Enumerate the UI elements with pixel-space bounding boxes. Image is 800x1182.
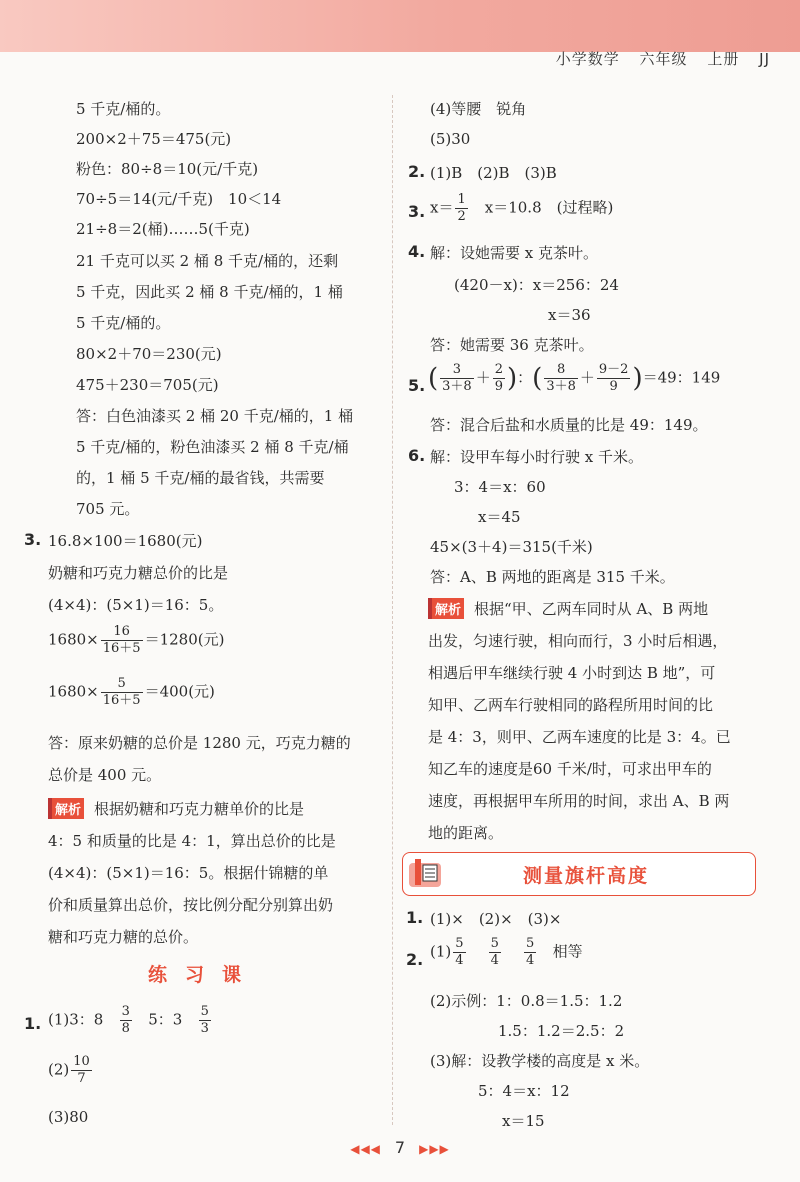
fraction-line: 1680× $\frac{5}{16+5}$ ＝400(元) [48,676,215,708]
question-number: 2. [408,162,426,181]
page-number: 7 [394,1138,406,1157]
right-line: 答：混合后盐和水质量的比是 49：149。 [430,416,708,434]
fraction-line: (1)3：8 $\frac{3}{8}$ 5：3 $\frac{5}{3}$ [48,1004,209,1036]
right-line: 知乙车的速度是60 千米/时，可求出甲车的 [428,760,712,778]
right-line: x＝45 [478,508,521,526]
left-line: 5 千克/桶的。 [76,100,171,118]
page-footer [0,1138,800,1157]
right-line: 地的距离。 [428,824,504,842]
left-line: 475＋230＝705(元) [76,376,219,394]
left-line: 5 千克/桶的。 [76,314,171,332]
header-grade: 六年级 [639,50,688,68]
question-number: 1. [406,908,424,927]
question-number: 1. [24,1014,42,1033]
left-line: 70÷5＝14(元/千克) 10＜14 [76,190,282,208]
left-line: (3)80 [48,1108,89,1126]
left-line: 的，1 桶 5 千克/桶的最省钱，共需要 [76,469,325,487]
left-line: 200×2＋75＝475(元) [76,130,232,148]
left-line: 80×2＋70＝230(元) [76,345,222,363]
left-line: 糖和巧克力糖的总价。 [48,928,199,946]
left-line: 21÷8＝2(桶)……5(千克) [76,220,250,238]
left-line: 705 元。 [76,500,140,518]
fraction-line: (2) $\frac{10}{7}$ [48,1054,90,1086]
right-line: x＝36 [548,306,591,324]
prev-arrows: ◀◀◀ [350,1142,381,1156]
question-number: 3. [24,530,42,549]
right-line: (420－x)：x＝256：24 [454,276,619,294]
left-line: 4：5 和质量的比是 4：1，算出总价的比是 [48,832,336,850]
question-number: 5. [408,376,426,395]
right-line: 出发，匀速行驶，相向而行，3 小时后相遇， [428,632,728,650]
left-line: 总价是 400 元。 [48,766,162,784]
banner-title: 测量旗杆高度 [523,865,650,887]
analysis-block: 解析 根据“甲、乙两车同时从 A、B 两地 [428,598,708,619]
fraction-line: 1680× $\frac{16}{16+5}$ ＝1280(元) [48,624,225,656]
left-line: (4×4)：(5×1)＝16：5。 [48,596,224,614]
practice-title: 练习课 [148,964,260,986]
analysis-label: 解析 [48,798,84,819]
fraction-line: ( $\frac{3}{3+8}$ ＋ $\frac{2}{9}$ )：( $\frac{8}{3+8}$ ＋ $\frac{9-2}{9}$ )＝49：149 [428,362,721,394]
left-line: 答：白色油漆买 2 桶 20 千克/桶的，1 桶 [76,407,354,425]
fraction-line: x＝ $\frac{1}{2}$ x＝10.8 (过程略) [430,192,614,224]
question-number: 3. [408,202,426,221]
left-line: 21 千克可以买 2 桶 8 千克/桶的，还剩 [76,252,339,270]
question-number: 6. [408,446,426,465]
right-line: (4)等腰 锐角 [430,100,527,118]
right-line: x＝15 [502,1112,545,1130]
right-line: 45×(3＋4)＝315(千米) [430,538,593,556]
header-info [542,48,770,69]
left-line: (4×4)：(5×1)＝16：5。根据什锦糖的单 [48,864,329,882]
right-line: 解：设她需要 x 克茶叶。 [430,244,598,262]
column-divider [392,95,393,1125]
right-line: (2)示例：1：0.8＝1.5：1.2 [430,992,623,1010]
right-line: (1)B (2)B (3)B [430,164,557,182]
right-line: 答：A、B 两地的距离是 315 千米。 [430,568,675,586]
left-line: 价和质量算出总价，按比例分配分别算出奶 [48,896,334,914]
header-edition: JJ [759,50,770,68]
analysis-block: 解析 根据奶糖和巧克力糖单价的比是 [48,798,304,819]
analysis-label: 解析 [428,598,464,619]
right-line: 3：4＝x：60 [454,478,546,496]
fraction-line: (1) $\frac{5}{4}$ $\frac{5}{4}$ $\frac{5}{4}$ 相等 [430,936,583,968]
right-line: 答：她需要 36 克茶叶。 [430,336,594,354]
question-number: 2. [406,950,424,969]
right-line: 解：设甲车每小时行驶 x 千米。 [430,448,643,466]
header-volume: 上册 [707,50,740,68]
ruler-icon [407,855,443,891]
left-line: 5 千克/桶的，粉色油漆买 2 桶 8 千克/桶 [76,438,349,456]
header-subject: 小学数学 [555,50,620,68]
section-banner [402,852,756,896]
right-line: (5)30 [430,130,471,148]
next-arrows: ▶▶▶ [419,1142,450,1156]
right-line: (3)解：设教学楼的高度是 x 米。 [430,1052,650,1070]
right-line: 速度，再根据甲车所用的时间，求出 A、B 两 [428,792,730,810]
left-line: 16.8×100＝1680(元) [48,532,203,550]
left-line: 粉色：80÷8＝10(元/千克) [76,160,259,178]
right-line: 是 4：3，则甲、乙两车速度的比是 3：4。已 [428,728,731,746]
right-line: 5：4＝x：12 [478,1082,570,1100]
left-line: 5 千克，因此买 2 桶 8 千克/桶的，1 桶 [76,283,343,301]
left-line: 答：原来奶糖的总价是 1280 元，巧克力糖的 [48,734,351,752]
right-line: 相遇后甲车继续行驶 4 小时到达 B 地”，可 [428,664,716,682]
right-line: (1)× (2)× (3)× [430,910,562,928]
right-line: 1.5：1.2＝2.5：2 [498,1022,625,1040]
right-line: 知甲、乙两车行驶相同的路程所用时间的比 [428,696,714,714]
left-line: 奶糖和巧克力糖总价的比是 [48,564,229,582]
question-number: 4. [408,242,426,261]
